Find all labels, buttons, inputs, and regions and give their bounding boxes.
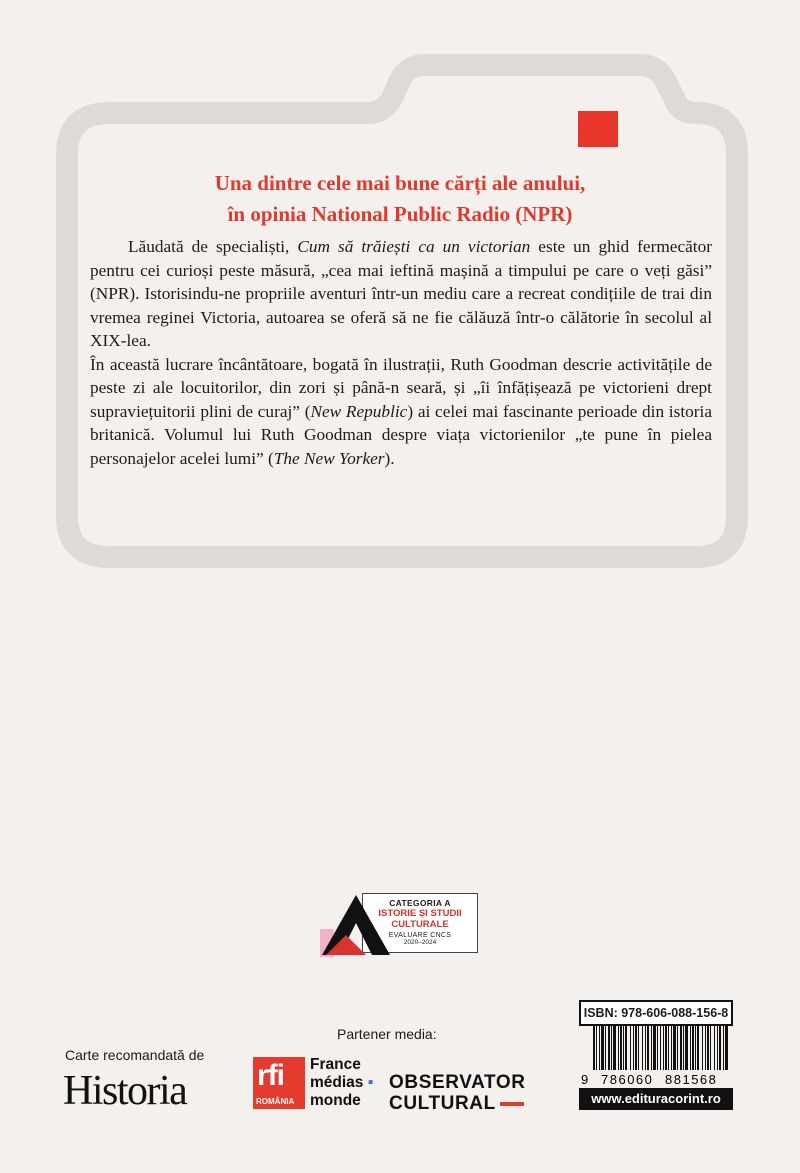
barcode-bar: [596, 1026, 597, 1070]
headline: [110, 168, 690, 230]
barcode-bar: [593, 1026, 595, 1070]
barcode-digits-right: 881568: [665, 1072, 718, 1087]
barcode-bar: [665, 1026, 667, 1070]
fmm-line-1: France: [310, 1056, 361, 1073]
barcode-bar: [642, 1026, 643, 1070]
description-paragraph-1: [90, 235, 712, 353]
publisher-website: www.edituracorint.ro: [579, 1088, 733, 1110]
badge-field-line-1: ISTORIE ȘI STUDII: [378, 908, 462, 919]
rfi-wordmark: rfi: [257, 1059, 284, 1092]
barcode-bar: [683, 1026, 684, 1070]
barcode: [579, 1026, 733, 1088]
barcode-bar: [647, 1026, 649, 1070]
barcode-bar: [601, 1026, 604, 1070]
badge-years: 2020–2024: [403, 939, 437, 946]
source-new-republic: New Republic: [310, 401, 408, 421]
historia-logo: Historia: [63, 1068, 187, 1114]
barcode-bar: [620, 1026, 622, 1070]
barcode-bar: [623, 1026, 624, 1070]
fmm-line-3: monde: [310, 1092, 361, 1109]
badge-evaluation: EVALUARE CNCS: [388, 932, 452, 939]
barcode-bar: [710, 1026, 711, 1070]
barcode-bar: [725, 1026, 728, 1070]
barcode-bar: [613, 1026, 616, 1070]
barcode-bar: [625, 1026, 627, 1070]
barcode-bar: [651, 1026, 652, 1070]
rfi-romania-logo: [253, 1057, 305, 1109]
barcode-bar: [663, 1026, 664, 1070]
barcode-bar: [690, 1026, 691, 1070]
camera-indicator-light: [578, 111, 618, 147]
barcode-bar: [707, 1026, 709, 1070]
barcode-bar: [605, 1026, 606, 1070]
barcode-bar: [599, 1026, 600, 1070]
barcode-bar: [630, 1026, 631, 1070]
barcode-bar: [645, 1026, 646, 1070]
barcode-digits-left: 786060: [601, 1072, 654, 1087]
badge-field-line-2: CULTURALE: [391, 919, 449, 930]
text-run: este un ghid fermecător pentru cei curioși peste măsură, „cea mai ieftină mașină a timpului pe care o veți găsi” (NPR). Istorisindu-ne propriile aventuri într-un mediu care a recreat condițiile de trai din vremea reginei Victoria, autoarea se oferă să ne fie călăuză într-o călătorie în secolul al XIX-lea.: [90, 237, 712, 350]
barcode-bar: [660, 1026, 661, 1070]
barcode-bar: [611, 1026, 612, 1070]
barcode-bar: [608, 1026, 610, 1070]
barcode-bar: [685, 1026, 688, 1070]
barcode-bar: [714, 1026, 715, 1070]
source-new-yorker: The New Yorker: [273, 448, 385, 468]
barcode-bar: [717, 1026, 718, 1070]
barcode-bar: [671, 1026, 672, 1070]
book-description: [90, 235, 712, 470]
barcode-bar: [657, 1026, 658, 1070]
headline-line-2: în opinia National Public Radio (NPR): [227, 202, 573, 226]
barcode-bar: [635, 1026, 637, 1070]
barcode-bar: [697, 1026, 699, 1070]
barcode-bar: [719, 1026, 721, 1070]
book-title: Cum să trăiești ca un victorian: [297, 237, 531, 256]
observator-line-2: CULTURAL: [389, 1093, 496, 1114]
barcode-bar: [680, 1026, 682, 1070]
barcode-bar: [638, 1026, 639, 1070]
barcode-lead-digit: 9: [581, 1072, 589, 1087]
text-run: În această lucrare încântătoare, bogată în ilustrații, Ruth Goodman descrie activitățile de peste zi ale locuitorilor, din zori și până-n seară, și „îi înfățișează pe victorieni drept supraviețuitorii plini de curaj” (: [90, 354, 712, 421]
recommendation-label: Carte recomandată de: [65, 1047, 205, 1063]
cncs-category-badge: [320, 893, 480, 953]
text-run: Lăudată de specialiști,: [128, 237, 298, 256]
barcode-bar: [702, 1026, 703, 1070]
barcode-bar: [618, 1026, 619, 1070]
fmm-dot-icon: ▪: [367, 1074, 374, 1091]
observator-line-1: OBSERVATOR: [389, 1072, 526, 1093]
text-run: ).: [384, 448, 395, 468]
media-partner-label: Partener media:: [337, 1026, 437, 1042]
text-run: ) ai celei mai fascinante perioade din istoria britanică. Volumul lui Ruth Goodman despre viața victorienilor „te pune în pielea personajelor acelei lumi” (: [90, 401, 713, 468]
fmm-line-2: médias: [310, 1074, 364, 1091]
france-medias-monde-logo: [310, 1056, 373, 1110]
barcode-bar: [677, 1026, 678, 1070]
observator-cultural-logo: [389, 1072, 526, 1114]
cncs-logo-icon: [320, 893, 390, 957]
barcode-bar: [673, 1026, 676, 1070]
rfi-country: ROMÂNIA: [256, 1097, 295, 1106]
barcode-bar: [695, 1026, 696, 1070]
observator-accent-bar: [500, 1102, 524, 1106]
description-paragraph-2: [90, 353, 712, 471]
badge-category: CATEGORIA A: [389, 898, 451, 908]
barcode-bar: [692, 1026, 694, 1070]
barcode-bar: [705, 1026, 706, 1070]
isbn-label: ISBN: 978-606-088-156-8: [579, 1000, 733, 1026]
isbn-barcode-block: [579, 1000, 733, 1110]
barcode-bar: [668, 1026, 669, 1070]
barcode-bar: [723, 1026, 724, 1070]
barcode-bar: [633, 1026, 634, 1070]
headline-line-1: Una dintre cele mai bune cărți ale anului,: [214, 171, 586, 195]
barcode-bar: [653, 1026, 656, 1070]
